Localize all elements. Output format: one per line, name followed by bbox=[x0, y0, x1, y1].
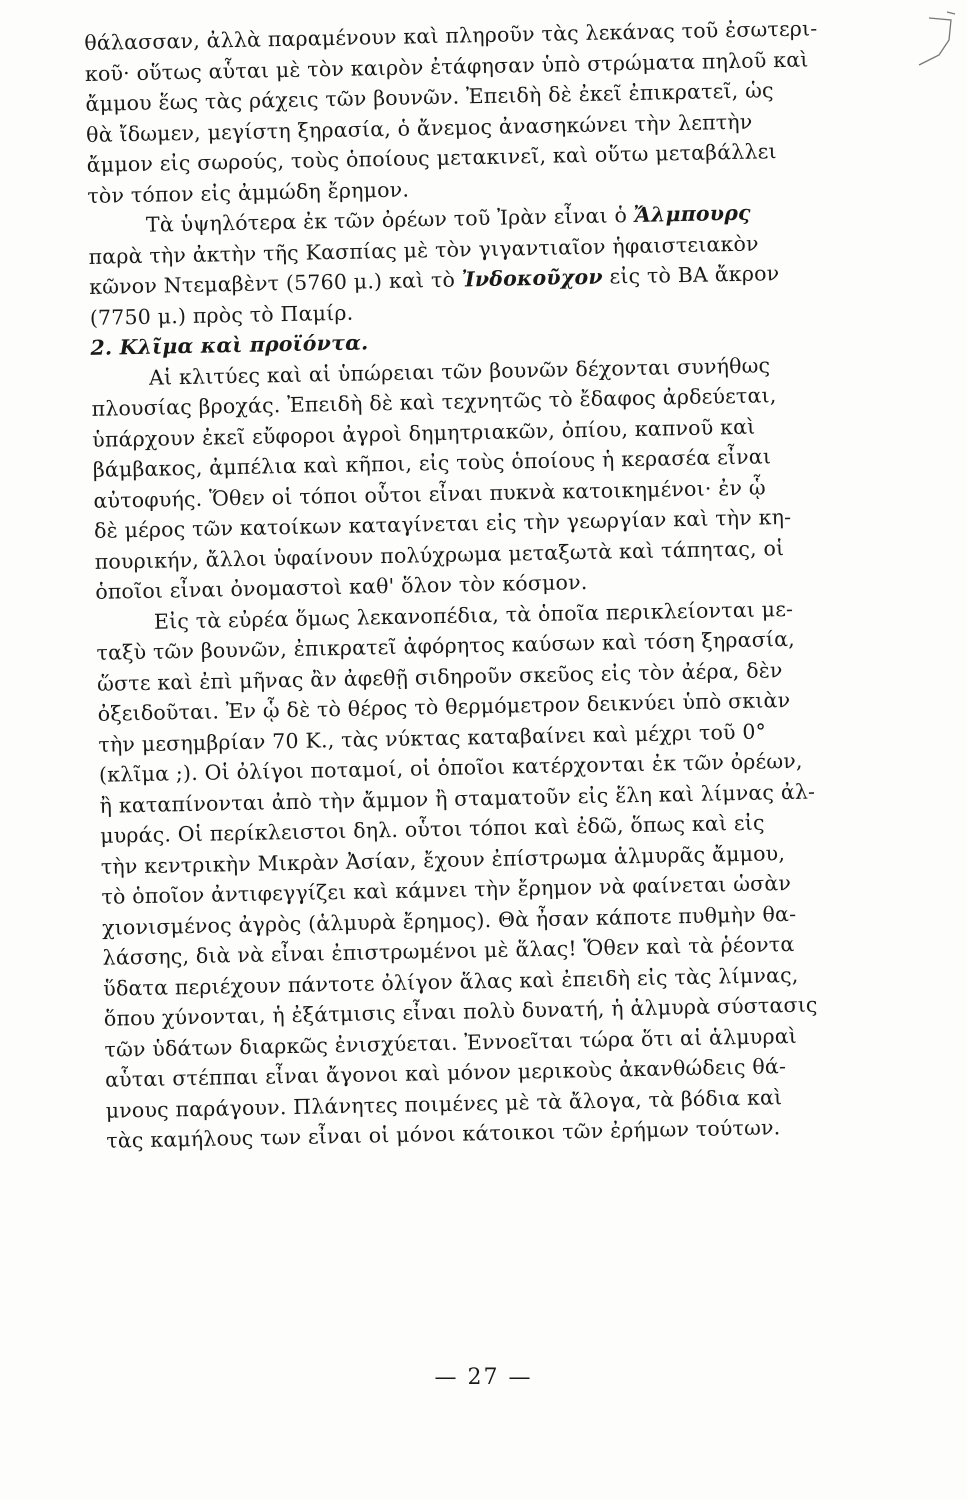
text-line: κοῦ· οὕτως αὗται μὲ τὸν καιρὸν ἐτάφησαν ὑπὸ στρώματα πηλοῦ καὶ bbox=[84, 46, 809, 86]
text-line: θάλασσαν, ἀλλὰ παραμένουν καὶ πληροῦν τὰς λεκάνας τοῦ ἐσωτερι- bbox=[84, 16, 818, 55]
text-line: ὀξειδοῦται. Ἐν ᾧ δὲ τὸ θέρος τὸ θερμόμετρον δεικνύει ὑπὸ σκιὰν bbox=[97, 687, 791, 726]
text-line: ἄμμον εἰς σωρούς, τοὺς ὁποίους μετακινεῖ, καὶ οὕτω μεταβάλλει bbox=[86, 139, 777, 177]
text-line: αὗται στέππαι εἶναι ἄγονοι καὶ μόνον μερικοὺς ἀκανθώδεις θά- bbox=[104, 1054, 787, 1092]
pencil-mark bbox=[899, 10, 959, 80]
text-line: πουρικήν, ἄλλοι ὑφαίνουν πολύχρωμα μεταξωτὰ καὶ τάπητας, οἱ bbox=[94, 535, 785, 574]
text-line: ὥστε καὶ ἐπὶ μῆνας ἂν ἀφεθῇ σιδηροῦν σκεῦος εἰς τὸν ἀέρα, δὲν bbox=[96, 657, 783, 696]
text-line: τῶν ὑδάτων διαρκῶς ἐνισχύεται. Ἐννοεῖται τώρα ὅτι αἱ ἁλμυραὶ bbox=[104, 1023, 798, 1062]
term-hindu-kush: Ἰνδοκοῦχον bbox=[461, 264, 604, 292]
paragraph-4 bbox=[96, 591, 907, 1156]
text-segment: κῶνον Ντεμαβὲντ (5760 μ.) καὶ τὸ bbox=[88, 267, 462, 299]
text-line: ὑπάρχουν ἐκεῖ εὔφοροι ἀγροὶ δημητριακῶν, ὀπίου, καπνοῦ καὶ bbox=[92, 414, 756, 452]
text-line: (κλῖμα ;). Οἱ ὀλίγοι ποταμοί, οἱ ὁποῖοι κατέρχονται ἐκ τῶν ὀρέων, bbox=[98, 748, 803, 787]
text-line: αὐτοφυής. Ὅθεν οἱ τόποι οὗτοι εἶναι πυκνὰ κατοικημένοι· ἐν ᾧ bbox=[93, 474, 766, 513]
text-line: ὕδατα περιέχουν πάντοτε ὀλίγον ἅλας καὶ ἐπειδὴ εἰς τὰς λίμνας, bbox=[103, 962, 799, 1001]
text-line: χιονισμένος ἀγρὸς (ἁλμυρὰ ἔρημος). Θὰ ἦσαν κάποτε πυθμὴν θα- bbox=[101, 901, 797, 940]
text-body bbox=[84, 12, 906, 1156]
text-line: τὴν μεσημβρίαν 70 Κ., τὰς νύκτας καταβαίνει καὶ μέχρι τοῦ 0° bbox=[98, 718, 767, 757]
text-line: λάσσης, διὰ νὰ εἶναι ἐπιστρωμένοι μὲ ἅλας! Ὅθεν καὶ τὰ ῥέοντα bbox=[102, 931, 795, 970]
text-line: παρὰ τὴν ἀκτὴν τῆς Κασπίας μὲ τὸν γιγαντιαῖον ἡφαιστειακὸν bbox=[88, 231, 759, 269]
text-line: ὁποῖοι εἶναι ὀνομαστοὶ καθ' ὅλον τὸν κόσμον. bbox=[95, 570, 588, 604]
text-line: μνους παράγουν. Πλάνητες ποιμένες μὲ τὰ ἄλογα, τὰ βόδια καὶ bbox=[105, 1084, 783, 1123]
text-line: μυράς. Οἱ περίκλειστοι δηλ. οὗτοι τόποι καὶ ἐδῶ, ὅπως καὶ εἰς bbox=[99, 810, 765, 848]
text-segment: εἰς τὸ ΒΑ ἄκρον bbox=[602, 261, 780, 289]
term-alborz: Ἄλμπουρς bbox=[633, 200, 751, 228]
text-line: πλουσίας βροχάς. Ἐπειδὴ δὲ καὶ τεχνητῶς τὸ ἔδαφος ἀρδεύεται, bbox=[91, 383, 777, 421]
section-heading: 2. Κλῖμα καὶ προϊόντα. bbox=[90, 330, 369, 360]
text-line: Εἰς τὰ εὐρέα ὅμως λεκανοπέδια, τὰ ὁποῖα περικλείονται με- bbox=[153, 596, 794, 634]
text-line: τὸν τόπον εἰς ἀμμώδη ἔρημον. bbox=[87, 177, 410, 208]
page-number: — 27 — bbox=[434, 1365, 533, 1390]
text-line: Αἱ κλιτύες καὶ αἱ ὑπώρειαι τῶν βουνῶν δέχονται συνήθως bbox=[148, 352, 771, 390]
paragraph-3 bbox=[91, 347, 896, 607]
paragraph-1 bbox=[84, 12, 888, 211]
text-line: βάμβακος, ἀμπέλια καὶ κῆποι, εἰς τοὺς ὁποίους ἡ κερασέα εἶναι bbox=[92, 444, 772, 482]
text-line: (7750 μ.) πρὸς τὸ Παμίρ. bbox=[89, 300, 354, 330]
text-line: ταξὺ τῶν βουνῶν, ἐπικρατεῖ ἀφόρητος καύσων καὶ τόση ξηρασία, bbox=[96, 626, 796, 665]
text-line: θὰ ἴδωμεν, μεγίστη ξηρασία, ὁ ἄνεμος ἀνασηκώνει τὴν λεπτὴν bbox=[85, 109, 753, 147]
text-segment: Τὰ ὑψηλότερα ἐκ τῶν ὀρέων τοῦ Ἰρὰν εἶναι ὁ bbox=[145, 203, 634, 237]
paragraph-2 bbox=[88, 195, 890, 333]
text-line: τὴν κεντρικὴν Μικρὰν Ἀσίαν, ἔχουν ἐπίστρωμα ἁλμυρᾶς ἄμμου, bbox=[100, 840, 786, 879]
text-line: δὲ μέρος τῶν κατοίκων καταγίνεται εἰς τὴν γεωργίαν καὶ τὴν κη- bbox=[93, 504, 792, 543]
text-line: ὅπου χύνονται, ἡ ἐξάτμισις εἶναι πολὺ δυνατή, ἡ ἁλμυρὰ σύστασις bbox=[103, 992, 818, 1031]
text-line: τὸ ὁποῖον ἀντιφεγγίζει καὶ κάμνει τὴν ἔρημον νὰ φαίνεται ὡσὰν bbox=[101, 870, 792, 909]
text-line: τὰς καμήλους των εἶναι οἱ μόνοι κάτοικοι τῶν ἐρήμων τούτων. bbox=[106, 1115, 781, 1153]
text-line: ἢ καταπίνονται ἀπὸ τὴν ἄμμον ἢ σταματοῦν εἰς ἕλη καὶ λίμνας ἀλ- bbox=[99, 778, 816, 818]
text-line: ἄμμου ἕως τὰς ράχεις τῶν βουνῶν. Ἐπειδὴ δὲ ἐκεῖ ἐπικρατεῖ, ὡς bbox=[85, 78, 774, 116]
